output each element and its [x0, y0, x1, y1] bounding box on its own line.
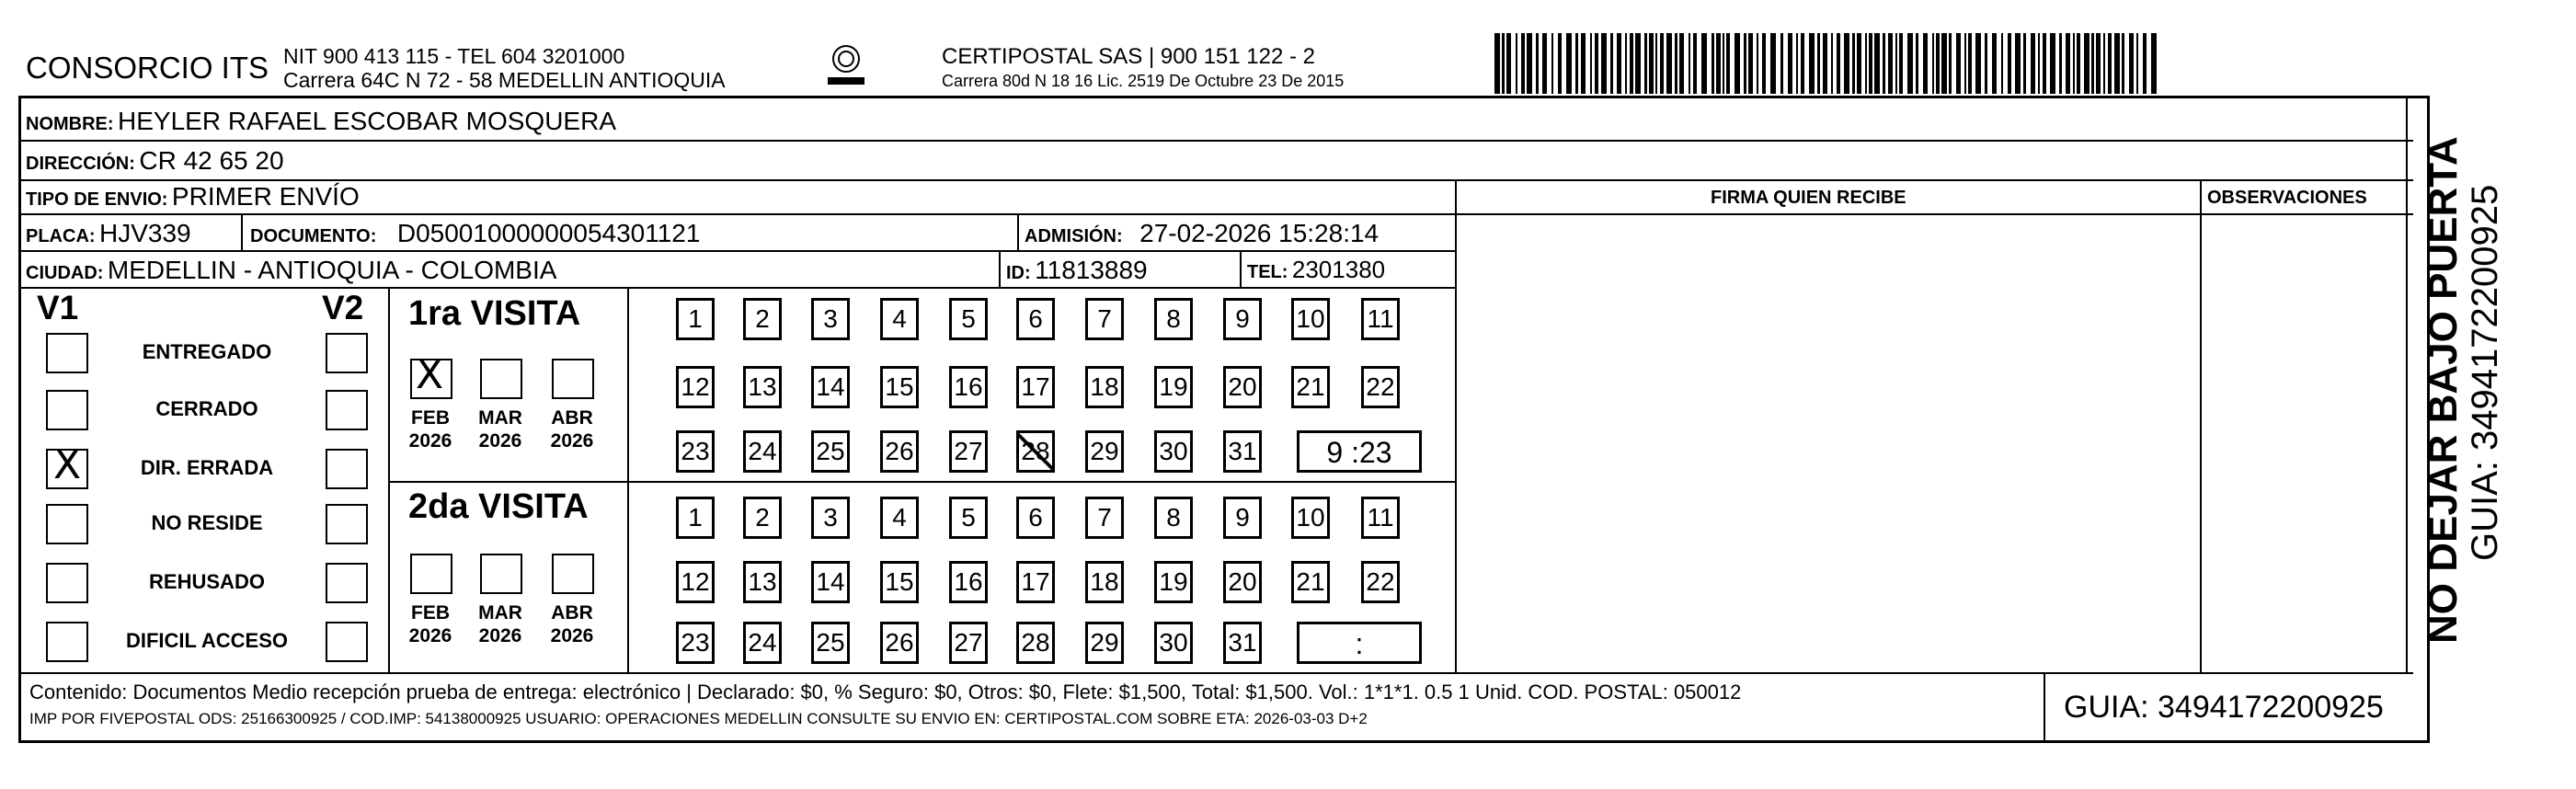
- barcode-bar: [1923, 33, 1928, 94]
- barcode-bar: [1723, 33, 1724, 94]
- side-line2: GUIA: 3494172200925: [2465, 184, 2505, 561]
- day-box[interactable]: 8: [1154, 497, 1193, 539]
- admision-value: 27-02-2026 15:28:14: [1139, 219, 1380, 247]
- day-box[interactable]: 27: [949, 622, 988, 664]
- barcode-bar: [1831, 33, 1833, 94]
- day-box[interactable]: 18: [1085, 561, 1124, 603]
- month-year: 2026: [550, 625, 594, 646]
- direccion-label: DIRECCIÓN:: [26, 154, 135, 174]
- tel-value: 2301380: [1291, 256, 1386, 283]
- barcode-bar: [1551, 33, 1553, 94]
- day-box[interactable]: 12: [676, 561, 715, 603]
- day-box[interactable]: 3: [811, 298, 850, 340]
- documento-label: DOCUMENTO:: [250, 226, 377, 246]
- ciudad-row: [26, 256, 556, 285]
- month-name: FEB: [411, 407, 450, 429]
- barcode-bar: [1932, 33, 1934, 94]
- day-box[interactable]: 3: [811, 497, 850, 539]
- day-box[interactable]: 19: [1154, 561, 1193, 603]
- day-box[interactable]: 29: [1085, 430, 1124, 473]
- documento-row: [250, 219, 700, 248]
- barcode-bar: [1506, 33, 1511, 94]
- company-address: Carrera 64C N 72 - 58 MEDELLIN ANTIOQUIA: [283, 68, 726, 92]
- barcode-bar: [2059, 33, 2062, 94]
- side-warning: [2421, 136, 2467, 644]
- barcode-bar: [2122, 33, 2124, 94]
- v1-label: V1: [37, 289, 79, 326]
- day-box[interactable]: 23: [676, 622, 715, 664]
- barcode-bar: [2151, 33, 2157, 94]
- barcode-bar: [2103, 33, 2105, 94]
- v1-checkbox[interactable]: [46, 563, 88, 603]
- barcode-bar: [1536, 33, 1539, 94]
- certipostal-logo: [819, 40, 874, 96]
- barcode-bar: [1744, 33, 1746, 94]
- day-box[interactable]: 21: [1291, 366, 1330, 408]
- barcode-bar: [1895, 33, 1897, 94]
- day-box[interactable]: 26: [880, 430, 919, 473]
- v2-checkbox[interactable]: [326, 563, 368, 603]
- day-box[interactable]: 31: [1223, 430, 1262, 473]
- barcode-bar: [1801, 33, 1804, 94]
- day-box[interactable]: 5: [949, 298, 988, 340]
- second-visit-title: 2da VISITA: [408, 487, 589, 526]
- documento-value: D05001000000054301121: [396, 219, 701, 247]
- status-label: ENTREGADO: [142, 340, 272, 363]
- barcode-bar: [1635, 33, 1641, 94]
- barcode-bar: [1949, 33, 1952, 94]
- barcode-bar: [1716, 33, 1721, 94]
- barcode-bar: [2008, 33, 2011, 94]
- barcode-bar: [1837, 33, 1840, 94]
- footer-guia: GUIA: 3494172200925: [2064, 690, 2384, 725]
- tipo-value: PRIMER ENVÍO: [171, 182, 360, 211]
- barcode-bar: [2084, 33, 2089, 94]
- barcode-bar: [1660, 33, 1664, 94]
- barcode-bar: [1817, 33, 1820, 94]
- barcode-bar: [1581, 33, 1586, 94]
- admision-label: ADMISIÓN:: [1025, 226, 1123, 246]
- v2-label: V2: [322, 289, 364, 326]
- barcode-bar: [1666, 33, 1672, 94]
- month-checkbox[interactable]: [480, 554, 522, 594]
- barcode-bar: [2108, 33, 2112, 94]
- v1-checkbox[interactable]: [46, 504, 88, 544]
- barcode-bar: [1985, 33, 1987, 94]
- month-name: MAR: [478, 602, 522, 623]
- day-box[interactable]: 14: [811, 561, 850, 603]
- month-year: 2026: [408, 430, 452, 452]
- barcode-bar: [1852, 33, 1855, 94]
- id-row: [1006, 256, 1148, 285]
- month-name: ABR: [551, 602, 593, 623]
- footer-line2: IMP POR FIVEPOSTAL ODS: 25166300925 / COD.IMP: 54138000925 USUARIO: OPERACIONES MEDELLIN CONSULTE SU ENVIO EN: CERTIPOSTAL.COM SOBRE ETA: 2026-03-03 D+2: [29, 710, 1368, 727]
- month-checkbox[interactable]: [410, 554, 452, 594]
- v2-checkbox[interactable]: [326, 504, 368, 544]
- barcode-bar: [1874, 33, 1880, 94]
- barcode-bar: [1558, 33, 1562, 94]
- barcode-bar: [1762, 33, 1766, 94]
- barcode-bar: [1857, 33, 1861, 94]
- barcode-bar: [2043, 33, 2046, 94]
- day-box[interactable]: 8: [1154, 298, 1193, 340]
- v2-checkbox[interactable]: [326, 622, 368, 662]
- day-box[interactable]: 31: [1223, 622, 1262, 664]
- v1-checkbox[interactable]: [46, 333, 88, 373]
- barcode-bar: [1502, 33, 1505, 94]
- day-box[interactable]: 7: [1085, 298, 1124, 340]
- barcode-bar: [1542, 33, 1547, 94]
- v2-checkbox[interactable]: [326, 333, 368, 373]
- day-box[interactable]: 20: [1223, 561, 1262, 603]
- barcode: [1494, 33, 2157, 94]
- v2-checkbox[interactable]: [326, 390, 368, 430]
- month-name: MAR: [478, 407, 522, 429]
- day-box[interactable]: 15: [880, 561, 919, 603]
- id-label: ID:: [1006, 263, 1031, 283]
- tel-label: TEL:: [1247, 262, 1288, 282]
- barcode-bar: [1809, 33, 1815, 94]
- status-label: DIFICIL ACCESO: [125, 629, 288, 652]
- barcode-bar: [1964, 33, 1966, 94]
- barcode-bar: [2050, 33, 2055, 94]
- day-box[interactable]: 23: [676, 430, 715, 473]
- status-label: CERRADO: [155, 397, 258, 420]
- day-box[interactable]: 15: [880, 366, 919, 408]
- day-box[interactable]: 11: [1361, 497, 1400, 539]
- barcode-bar: [2136, 33, 2138, 94]
- month-name: FEB: [411, 602, 450, 623]
- barcode-bar: [2031, 33, 2035, 94]
- barcode-bar: [1888, 33, 1893, 94]
- month-checkbox[interactable]: [552, 359, 594, 399]
- barcode-bar: [2129, 33, 2134, 94]
- side-guia: [2465, 185, 2506, 561]
- observaciones-label: OBSERVACIONES: [2207, 188, 2367, 208]
- barcode-bar: [1770, 33, 1776, 94]
- footer-line1: Contenido: Documentos Medio recepción prueba de entrega: electrónico | Declarado: $0, % Seguro: $0, Otros: $0, Flete: $1,500, Total: $1,500. Vol.: 1*1*1. 0.5 1 Unid. COD. POSTAL: 050012: [29, 680, 1742, 703]
- day-box[interactable]: 22: [1361, 561, 1400, 603]
- barcode-bar: [1610, 33, 1613, 94]
- day-box[interactable]: 16: [949, 561, 988, 603]
- day-box[interactable]: 21: [1291, 561, 1330, 603]
- barcode-bar: [1968, 33, 1972, 94]
- admision-row: [1025, 219, 1379, 248]
- day-box[interactable]: 2: [743, 497, 782, 539]
- day-box[interactable]: 22: [1361, 366, 1400, 408]
- barcode-bar: [1757, 33, 1758, 94]
- day-box[interactable]: 28: [1016, 622, 1055, 664]
- month-label: [544, 406, 600, 452]
- month-label: [544, 601, 600, 647]
- ciudad-label: CIUDAD:: [26, 263, 104, 283]
- month-year: 2026: [478, 430, 522, 452]
- day-box[interactable]: 9: [1223, 497, 1262, 539]
- barcode-bar: [1655, 33, 1657, 94]
- barcode-bar: [1865, 33, 1867, 94]
- day-box[interactable]: 4: [880, 298, 919, 340]
- tipo-label: TIPO DE ENVIO:: [26, 189, 168, 210]
- nombre-row: [26, 107, 616, 136]
- barcode-bar: [1679, 33, 1684, 94]
- barcode-bar: [1494, 33, 1500, 94]
- month-year: 2026: [478, 625, 522, 646]
- barcode-bar: [1527, 33, 1532, 94]
- barcode-bar: [2077, 33, 2080, 94]
- month-year: 2026: [408, 625, 452, 646]
- nombre-label: NOMBRE:: [26, 114, 114, 134]
- day-box[interactable]: 14: [811, 366, 850, 408]
- barcode-bar: [1595, 33, 1598, 94]
- barcode-bar: [1899, 33, 1903, 94]
- month-checkbox[interactable]: [480, 359, 522, 399]
- barcode-bar: [1566, 33, 1572, 94]
- barcode-bar: [1936, 33, 1940, 94]
- barcode-bar: [1601, 33, 1607, 94]
- id-value: 11813889: [1035, 256, 1148, 284]
- day-box[interactable]: 13: [743, 366, 782, 408]
- barcode-bar: [1975, 33, 1981, 94]
- month-label: [473, 406, 528, 452]
- day-box[interactable]: 7: [1085, 497, 1124, 539]
- day-box[interactable]: 18: [1085, 366, 1124, 408]
- barcode-bar: [1590, 33, 1592, 94]
- day-box[interactable]: 26: [880, 622, 919, 664]
- placa-value: HJV339: [99, 219, 191, 247]
- barcode-bar: [1693, 33, 1697, 94]
- carrier-address: Carrera 80d N 18 16 Lic. 2519 De Octubre 23 De 2015: [942, 72, 1345, 90]
- day-box[interactable]: 12: [676, 366, 715, 408]
- month-checkbox[interactable]: [552, 554, 594, 594]
- month-name: ABR: [551, 407, 593, 429]
- day-box[interactable]: 24: [743, 430, 782, 473]
- barcode-bar: [1521, 33, 1525, 94]
- day-box[interactable]: 2: [743, 298, 782, 340]
- day-box[interactable]: 4: [880, 497, 919, 539]
- day-box[interactable]: 6: [1016, 298, 1055, 340]
- barcode-bar: [1956, 33, 1961, 94]
- first-visit-title: 1ra VISITA: [408, 294, 581, 333]
- day-box[interactable]: 27: [949, 430, 988, 473]
- tipo-row: [26, 182, 360, 212]
- day-box[interactable]: 1: [676, 497, 715, 539]
- barcode-bar: [1735, 33, 1740, 94]
- time-box[interactable]: 9 :23: [1297, 430, 1422, 473]
- status-label: DIR. ERRADA: [140, 456, 274, 479]
- direccion-value: CR 42 65 20: [139, 146, 284, 175]
- barcode-bar: [1630, 33, 1633, 94]
- carrier-name: CERTIPOSTAL SAS | 900 151 122 - 2: [942, 44, 1315, 69]
- v1-checkbox[interactable]: [46, 622, 88, 662]
- direccion-row: [26, 146, 284, 176]
- barcode-bar: [1516, 33, 1517, 94]
- month-label: [473, 601, 528, 647]
- day-box[interactable]: 30: [1154, 622, 1193, 664]
- barcode-bar: [1869, 33, 1872, 94]
- barcode-bar: [1644, 33, 1647, 94]
- barcode-bar: [1916, 33, 1918, 94]
- day-box[interactable]: 11: [1361, 298, 1400, 340]
- barcode-bar: [1701, 33, 1707, 94]
- day-box[interactable]: 17: [1016, 366, 1055, 408]
- v1-check-mark: X: [53, 441, 82, 488]
- time-box[interactable]: :: [1297, 622, 1422, 664]
- barcode-bar: [2038, 33, 2040, 94]
- nombre-value: HEYLER RAFAEL ESCOBAR MOSQUERA: [118, 107, 616, 135]
- day-box[interactable]: 5: [949, 497, 988, 539]
- day-box[interactable]: 10: [1291, 497, 1330, 539]
- day-box[interactable]: 17: [1016, 561, 1055, 603]
- barcode-bar: [1883, 33, 1885, 94]
- day-box[interactable]: 24: [743, 622, 782, 664]
- day-box[interactable]: 13: [743, 561, 782, 603]
- barcode-bar: [2096, 33, 2101, 94]
- barcode-bar: [1796, 33, 1798, 94]
- barcode-bar: [2001, 33, 2003, 94]
- barcode-bar: [2114, 33, 2120, 94]
- v1-checkbox[interactable]: [46, 390, 88, 430]
- barcode-bar: [1625, 33, 1627, 94]
- day-box[interactable]: 28: [1016, 430, 1055, 473]
- barcode-bar: [2066, 33, 2070, 94]
- company-name: CONSORCIO ITS: [26, 51, 269, 85]
- barcode-bar: [1675, 33, 1677, 94]
- status-label: REHUSADO: [149, 570, 265, 593]
- barcode-bar: [1575, 33, 1578, 94]
- month-check-mark: X: [416, 351, 444, 398]
- barcode-bar: [2073, 33, 2075, 94]
- day-box[interactable]: 19: [1154, 366, 1193, 408]
- day-box[interactable]: 1: [676, 298, 715, 340]
- barcode-bar: [1712, 33, 1714, 94]
- barcode-bar: [1992, 33, 1997, 94]
- barcode-bar: [1941, 33, 1947, 94]
- day-box[interactable]: 16: [949, 366, 988, 408]
- month-label: [403, 406, 458, 452]
- status-label: NO RESIDE: [151, 511, 263, 534]
- placa-row: [26, 219, 191, 248]
- day-box[interactable]: 20: [1223, 366, 1262, 408]
- barcode-bar: [1748, 33, 1753, 94]
- month-label: [403, 601, 458, 647]
- day-box[interactable]: 6: [1016, 497, 1055, 539]
- barcode-bar: [1844, 33, 1849, 94]
- barcode-bar: [2143, 33, 2147, 94]
- firma-label: FIRMA QUIEN RECIBE: [1711, 188, 1906, 208]
- barcode-bar: [2015, 33, 2021, 94]
- month-year: 2026: [550, 430, 594, 452]
- side-line1: NO DEJAR BAJO PUERTA: [2421, 136, 2466, 644]
- day-box[interactable]: 25: [811, 430, 850, 473]
- barcode-bar: [1649, 33, 1654, 94]
- day-box[interactable]: 25: [811, 622, 850, 664]
- v2-checkbox[interactable]: [326, 449, 368, 489]
- ciudad-value: MEDELLIN - ANTIOQUIA - COLOMBIA: [107, 256, 557, 284]
- day-box[interactable]: 30: [1154, 430, 1193, 473]
- day-box[interactable]: 10: [1291, 298, 1330, 340]
- barcode-bar: [1726, 33, 1730, 94]
- barcode-bar: [1788, 33, 1792, 94]
- barcode-bar: [1907, 33, 1913, 94]
- barcode-bar: [1780, 33, 1783, 94]
- barcode-bar: [1689, 33, 1690, 94]
- barcode-bar: [1823, 33, 1827, 94]
- day-box[interactable]: 9: [1223, 298, 1262, 340]
- company-nit-tel: NIT 900 413 115 - TEL 604 3201000: [283, 44, 625, 68]
- tel-row: [1247, 256, 1385, 284]
- barcode-bar: [2023, 33, 2026, 94]
- barcode-bar: [2091, 33, 2094, 94]
- barcode-bar: [1617, 33, 1621, 94]
- placa-label: PLACA:: [26, 226, 96, 246]
- day-box[interactable]: 29: [1085, 622, 1124, 664]
